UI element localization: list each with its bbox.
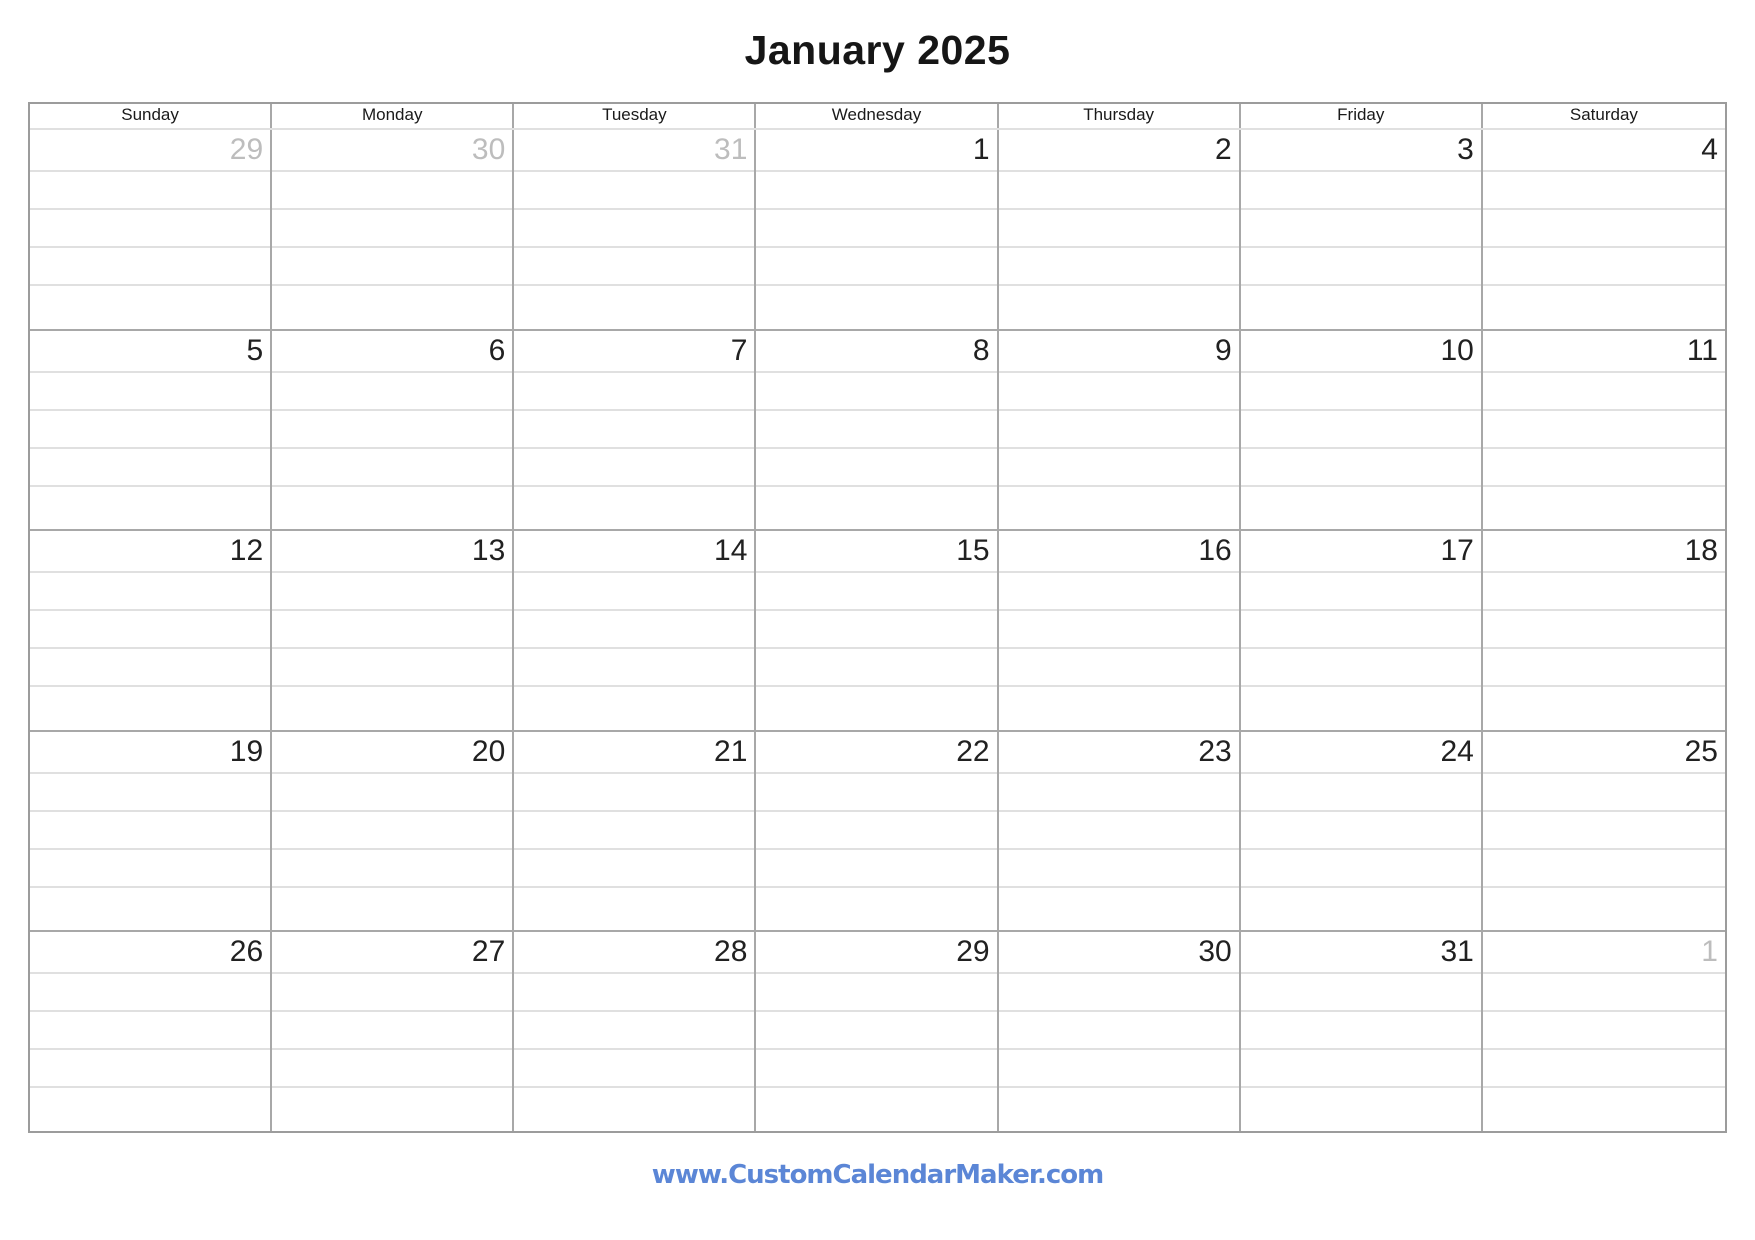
ruled-line-row [1241,1050,1481,1088]
date-number: 9 [1215,333,1232,367]
date-number: 22 [956,734,990,768]
date-row [999,732,1239,774]
day-cell [30,732,272,931]
ruled-line-row [30,210,270,248]
ruled-line-row [272,449,512,487]
day-cell [1241,130,1483,329]
weekday-header-tuesday: Tuesday [514,104,756,128]
ruled-line-row [1483,888,1725,931]
ruled-line-row [30,573,270,611]
ruled-line-row [999,411,1239,449]
ruled-line-row [756,687,996,730]
date-row [1483,732,1725,774]
date-row [756,130,996,172]
week-row [30,531,1725,732]
weeks [30,130,1725,1131]
date-row [30,130,270,172]
ruled-line-row [272,687,512,730]
ruled-line-row [1483,248,1725,286]
ruled-line-row [999,649,1239,687]
ruled-line-row [999,286,1239,329]
ruled-line-row [1241,888,1481,931]
day-cell [999,932,1241,1131]
date-number: 8 [972,333,990,367]
ruled-line-row [1483,286,1725,329]
date-number: 21 [714,734,748,768]
ruled-line-row [272,373,512,411]
footer-site-link[interactable]: www.CustomCalendarMaker.com [651,1160,1104,1190]
ruled-line-row [1241,286,1481,329]
ruled-line-row [30,974,270,1012]
day-cell [1483,331,1725,530]
date-number: 31 [1440,935,1474,969]
ruled-line-row [756,974,996,1012]
date-number: 2 [1215,133,1232,166]
ruled-line-row [1483,573,1725,611]
day-cell [30,130,272,329]
calendar-grid [28,102,1727,1133]
day-cell [756,531,998,730]
ruled-line-row [30,850,270,888]
day-cell [514,932,756,1131]
week-row [30,130,1725,331]
date-number: 3 [1457,133,1474,166]
ruled-line-row [1483,411,1725,449]
date-row [514,130,754,172]
ruled-line-row [30,774,270,812]
date-number: 17 [1440,534,1474,568]
ruled-line-row [999,1012,1239,1050]
ruled-line-row [514,812,754,850]
date-number: 31 [714,133,748,166]
date-row [756,932,996,974]
ruled-line-row [1241,850,1481,888]
day-cell [1483,732,1725,931]
ruled-line-row [999,774,1239,812]
week-row [30,331,1725,532]
date-row [30,331,270,373]
day-cell [1241,331,1483,530]
day-cell [272,531,514,730]
ruled-line-row [1241,487,1481,530]
date-number: 24 [1440,734,1474,768]
date-row [999,531,1239,573]
date-row [1241,932,1481,974]
ruled-line-row [756,449,996,487]
ruled-line-row [999,210,1239,248]
date-row [1483,531,1725,573]
ruled-line-row [514,411,754,449]
day-cell [272,331,514,530]
date-row [999,130,1239,172]
ruled-line-row [30,1050,270,1088]
ruled-line-row [999,1088,1239,1131]
date-row [1483,932,1725,974]
ruled-line-row [30,611,270,649]
date-row [999,331,1239,373]
ruled-line-row [514,888,754,931]
ruled-line-row [30,172,270,210]
date-number: 10 [1440,333,1474,367]
ruled-line-row [1483,774,1725,812]
day-cell [1241,932,1483,1131]
ruled-line-row [30,888,270,931]
date-row [999,932,1239,974]
week-row [30,932,1725,1131]
date-row [30,732,270,774]
ruled-line-row [999,812,1239,850]
ruled-line-row [1483,373,1725,411]
ruled-line-row [272,248,512,286]
date-row [1483,331,1725,373]
ruled-line-row [514,286,754,329]
ruled-line-row [272,487,512,530]
ruled-line-row [1241,248,1481,286]
ruled-line-row [272,411,512,449]
day-cell [30,331,272,530]
ruled-line-row [1241,449,1481,487]
ruled-line-row [272,812,512,850]
date-number: 1 [1701,935,1718,969]
date-number: 15 [956,534,990,568]
ruled-line-row [756,611,996,649]
ruled-line-row [514,1012,754,1050]
weekday-header-wednesday: Wednesday [756,104,998,128]
ruled-line-row [1483,649,1725,687]
date-row [272,932,512,974]
day-cell [272,932,514,1131]
day-cell [999,331,1241,530]
date-number: 13 [471,534,506,568]
ruled-line-row [999,573,1239,611]
day-cell [756,932,998,1131]
ruled-line-row [272,210,512,248]
weekday-header-saturday: Saturday [1569,105,1638,124]
day-cell [1483,130,1725,329]
ruled-line-row [514,850,754,888]
ruled-line-row [272,1050,512,1088]
date-row [1241,732,1481,774]
date-number: 18 [1684,534,1718,568]
date-number: 27 [471,935,506,969]
ruled-line-row [514,210,754,248]
date-row [272,130,512,172]
weekday-header-friday: Friday [1241,104,1483,128]
ruled-line-row [1483,172,1725,210]
weekday-header-row [30,104,1725,130]
ruled-line-row [999,611,1239,649]
weekday-header-thursday: Thursday [999,104,1241,128]
date-row [756,331,996,373]
date-number: 6 [488,333,506,367]
date-row [514,331,754,373]
ruled-line-row [514,573,754,611]
ruled-line-row [1241,373,1481,411]
ruled-line-row [272,649,512,687]
ruled-line-row [1483,1012,1725,1050]
ruled-line-row [272,611,512,649]
ruled-line-row [756,172,996,210]
ruled-line-row [1241,1012,1481,1050]
ruled-line-row [30,449,270,487]
ruled-line-row [514,649,754,687]
day-cell [756,732,998,931]
ruled-line-row [1483,1050,1725,1088]
ruled-line-row [1483,210,1725,248]
ruled-line-row [514,1088,754,1131]
date-number: 26 [229,935,264,969]
day-cell [514,331,756,530]
day-cell [999,531,1241,730]
date-number: 30 [471,133,506,166]
ruled-line-row [999,1050,1239,1088]
ruled-line-row [1483,974,1725,1012]
ruled-line-row [272,774,512,812]
ruled-line-row [514,172,754,210]
ruled-line-row [756,649,996,687]
ruled-line-row [514,449,754,487]
date-row [514,732,754,774]
weekday-header-sunday: Sunday [30,104,272,128]
ruled-line-row [1241,210,1481,248]
ruled-line-row [999,487,1239,530]
date-row [1241,331,1481,373]
ruled-line-row [756,210,996,248]
date-row [756,732,996,774]
ruled-line-row [1483,449,1725,487]
ruled-line-row [999,449,1239,487]
ruled-line-row [514,774,754,812]
ruled-line-row [30,373,270,411]
date-row [1241,130,1481,172]
day-cell [514,732,756,931]
day-cell [514,531,756,730]
ruled-line-row [272,1012,512,1050]
date-number: 16 [1198,534,1232,568]
date-number: 11 [1686,333,1718,367]
ruled-line-row [1241,774,1481,812]
date-number: 29 [229,133,264,166]
date-row [272,531,512,573]
date-number: 23 [1198,734,1232,768]
day-cell [272,732,514,931]
date-number: 20 [471,734,506,768]
ruled-line-row [1241,1088,1481,1131]
ruled-line-row [30,649,270,687]
day-cell [1241,531,1483,730]
date-row [514,932,754,974]
ruled-line-row [514,1050,754,1088]
date-number: 29 [956,935,990,969]
week-row [30,732,1725,933]
ruled-line-row [756,411,996,449]
ruled-line-row [999,172,1239,210]
ruled-line-row [999,373,1239,411]
ruled-line-row [1483,850,1725,888]
ruled-line-row [756,774,996,812]
ruled-line-row [30,411,270,449]
ruled-line-row [272,850,512,888]
date-number: 28 [714,935,748,969]
date-row [30,531,270,573]
ruled-line-row [756,812,996,850]
ruled-line-row [1241,611,1481,649]
ruled-line-row [756,573,996,611]
ruled-line-row [756,888,996,931]
day-cell [272,130,514,329]
ruled-line-row [30,687,270,730]
day-cell [1241,732,1483,931]
date-row [756,531,996,573]
date-row [30,932,270,974]
ruled-line-row [756,1088,996,1131]
ruled-line-row [756,1012,996,1050]
date-row [1483,130,1725,172]
ruled-line-row [756,373,996,411]
day-cell [30,932,272,1131]
ruled-line-row [756,1050,996,1088]
ruled-line-row [999,248,1239,286]
ruled-line-row [1241,649,1481,687]
date-number: 25 [1684,734,1718,768]
ruled-line-row [1241,172,1481,210]
date-number: 12 [229,534,264,568]
ruled-line-row [30,1012,270,1050]
day-cell [30,531,272,730]
ruled-line-row [272,1088,512,1131]
day-cell [756,331,998,530]
day-cell [514,130,756,329]
ruled-line-row [30,812,270,850]
ruled-line-row [514,373,754,411]
day-cell [1483,932,1725,1131]
ruled-line-row [1483,611,1725,649]
ruled-line-row [999,687,1239,730]
ruled-line-row [514,487,754,530]
ruled-line-row [999,850,1239,888]
ruled-line-row [756,286,996,329]
ruled-line-row [1483,487,1725,530]
date-number: 7 [730,333,748,367]
ruled-line-row [999,974,1239,1012]
ruled-line-row [272,573,512,611]
ruled-line-row [272,286,512,329]
ruled-line-row [30,248,270,286]
date-number: 19 [229,734,264,768]
ruled-line-row [756,248,996,286]
date-number: 4 [1701,133,1718,166]
date-row [514,531,754,573]
ruled-line-row [272,888,512,931]
ruled-line-row [1241,573,1481,611]
date-row [272,732,512,774]
calendar-title: January 2025 [744,27,1011,73]
weekday-header-monday: Monday [272,104,514,128]
footer [28,1160,1727,1190]
ruled-line-row [514,687,754,730]
ruled-line-row [30,1088,270,1131]
ruled-line-row [1241,411,1481,449]
ruled-line-row [272,974,512,1012]
ruled-line-row [1483,1088,1725,1131]
day-cell [999,130,1241,329]
ruled-line-row [30,286,270,329]
ruled-line-row [514,611,754,649]
date-row [1241,531,1481,573]
day-cell [999,732,1241,931]
ruled-line-row [1241,974,1481,1012]
ruled-line-row [1241,812,1481,850]
ruled-line-row [1483,812,1725,850]
ruled-line-row [514,974,754,1012]
date-number: 5 [246,333,264,367]
ruled-line-row [1483,687,1725,730]
day-cell [756,130,998,329]
date-number: 30 [1198,935,1232,969]
ruled-line-row [999,888,1239,931]
date-row [272,331,512,373]
ruled-line-row [1241,687,1481,730]
ruled-line-row [756,487,996,530]
ruled-line-row [30,487,270,530]
date-number: 1 [972,133,990,166]
date-number: 14 [714,534,748,568]
ruled-line-row [272,172,512,210]
ruled-line-row [514,248,754,286]
day-cell [1483,531,1725,730]
ruled-line-row [756,850,996,888]
